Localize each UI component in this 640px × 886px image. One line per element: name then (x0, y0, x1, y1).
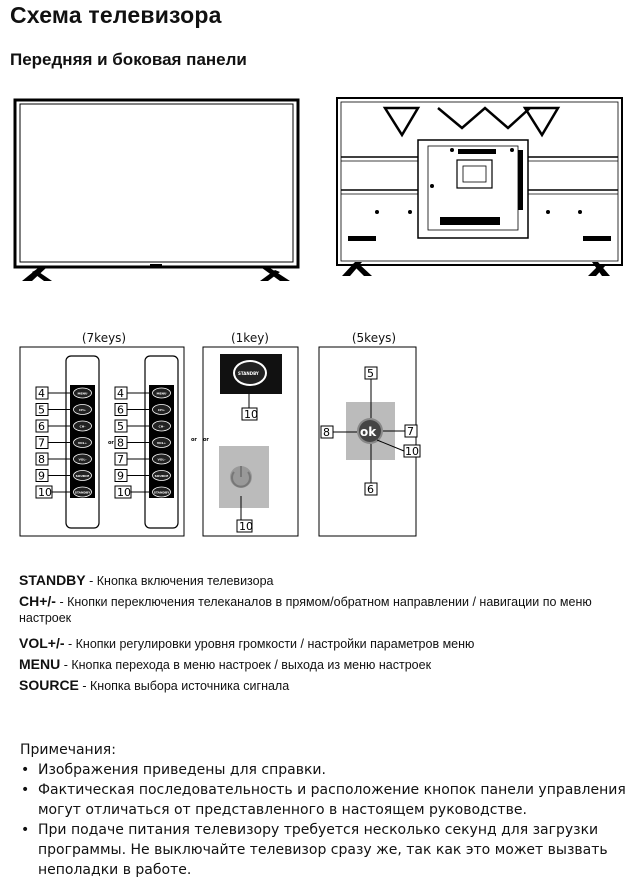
desc-key: VOL+/- (19, 635, 65, 651)
seven-left-number-label: 6 (38, 420, 45, 433)
note-item: • Фактическая последовательность и расположение кнопок панели управления могут отличаться от представленного в настоящем руководстве. (38, 780, 635, 820)
desc-key: CH+/- (19, 593, 56, 609)
desc-text: - Кнопка перехода в меню настроек / выхода из меню настроек (63, 658, 432, 672)
seven-left-number-label: 9 (38, 469, 45, 483)
five-keys-number-left: 8 (323, 426, 330, 439)
notes-title: Примечания: (20, 742, 116, 758)
desc-source (19, 677, 619, 694)
seven-right-number-label: 4 (117, 387, 124, 400)
desc-standby (19, 572, 619, 589)
seven-left-button-label: SOURCE (75, 473, 90, 478)
seven-right-button-label: SOURCE (154, 473, 169, 478)
panel-label-5keys: (5keys) (351, 331, 397, 345)
seven-left-button-label: CH- (79, 424, 86, 429)
desc-menu (19, 656, 619, 673)
seven-right-number-label: 7 (117, 453, 124, 466)
seven-left-button-label: STANDBY (74, 490, 91, 495)
seven-right-number-label: 10 (117, 486, 131, 499)
seven-right-number-label: 8 (117, 436, 124, 450)
five-keys-number-right-lower: 10 (405, 445, 419, 458)
seven-left-number-label: 8 (38, 453, 45, 466)
seven-right-button-label: VOL- (157, 457, 166, 462)
note-item: • Изображения приведены для справки. (38, 760, 635, 780)
seven-left-button-label: VOL+ (77, 440, 88, 445)
notes-list (20, 760, 635, 880)
five-keys-number-bottom: 6 (367, 483, 374, 496)
seven-right-number-label: 5 (117, 420, 124, 433)
seven-right-button-label: MENU (156, 391, 167, 396)
or-text-1: or (108, 440, 114, 446)
desc-key: MENU (19, 656, 61, 672)
seven-right-number-label: 9 (117, 469, 124, 483)
desc-volume (19, 635, 619, 652)
five-keys-number-top: 5 (367, 367, 374, 380)
seven-left-button-label: CH+ (78, 407, 87, 412)
note-item: • При подаче питания телевизору требуется несколько секунд для загрузки программы. Не выключайте телевизор сразу же, так как это может вызвать неполадки в работе. (38, 820, 635, 880)
desc-text: - Кнопки переключения телеканалов в прямом/обратном направлении / навигации по меню настроек (19, 595, 592, 625)
seven-right-button-label: VOL+ (156, 440, 167, 445)
one-key-number-bottom: 10 (239, 520, 253, 533)
seven-left-number-label: 5 (38, 403, 45, 417)
seven-left-number-label: 7 (38, 436, 45, 450)
or-text-2: or (191, 437, 197, 443)
standby-button-label: STANDBY (238, 371, 259, 376)
seven-left-number-label: 10 (38, 486, 52, 499)
seven-right-number-label: 6 (117, 403, 124, 417)
desc-channel (19, 593, 619, 626)
five-keys-number-right: 7 (407, 425, 414, 438)
one-key-number-top: 10 (244, 408, 258, 421)
ok-button-label: ok (360, 425, 377, 439)
desc-key: SOURCE (19, 677, 79, 693)
desc-text: - Кнопки регулировки уровня громкости / настройки параметров меню (68, 637, 475, 651)
seven-right-button-label: STANDBY (153, 490, 170, 495)
notes-section (20, 740, 635, 880)
seven-right-button-label: CH+ (157, 407, 166, 412)
section-title: Передняя и боковая панели (10, 50, 247, 69)
desc-text: - Кнопка включения телевизора (89, 574, 274, 588)
panel-label-7keys: (7keys) (81, 331, 127, 345)
seven-right-button-label: CH- (158, 424, 165, 429)
desc-key: STANDBY (19, 572, 86, 588)
desc-text: - Кнопка выбора источника сигнала (82, 679, 290, 693)
seven-left-button-label: VOL- (78, 457, 87, 462)
seven-left-button-label: MENU (77, 391, 88, 396)
seven-left-number-label: 4 (38, 387, 45, 400)
page-title: Схема телевизора (10, 2, 222, 28)
panel-label-1key: (1key) (230, 331, 269, 345)
or-text-3: or (203, 437, 209, 443)
